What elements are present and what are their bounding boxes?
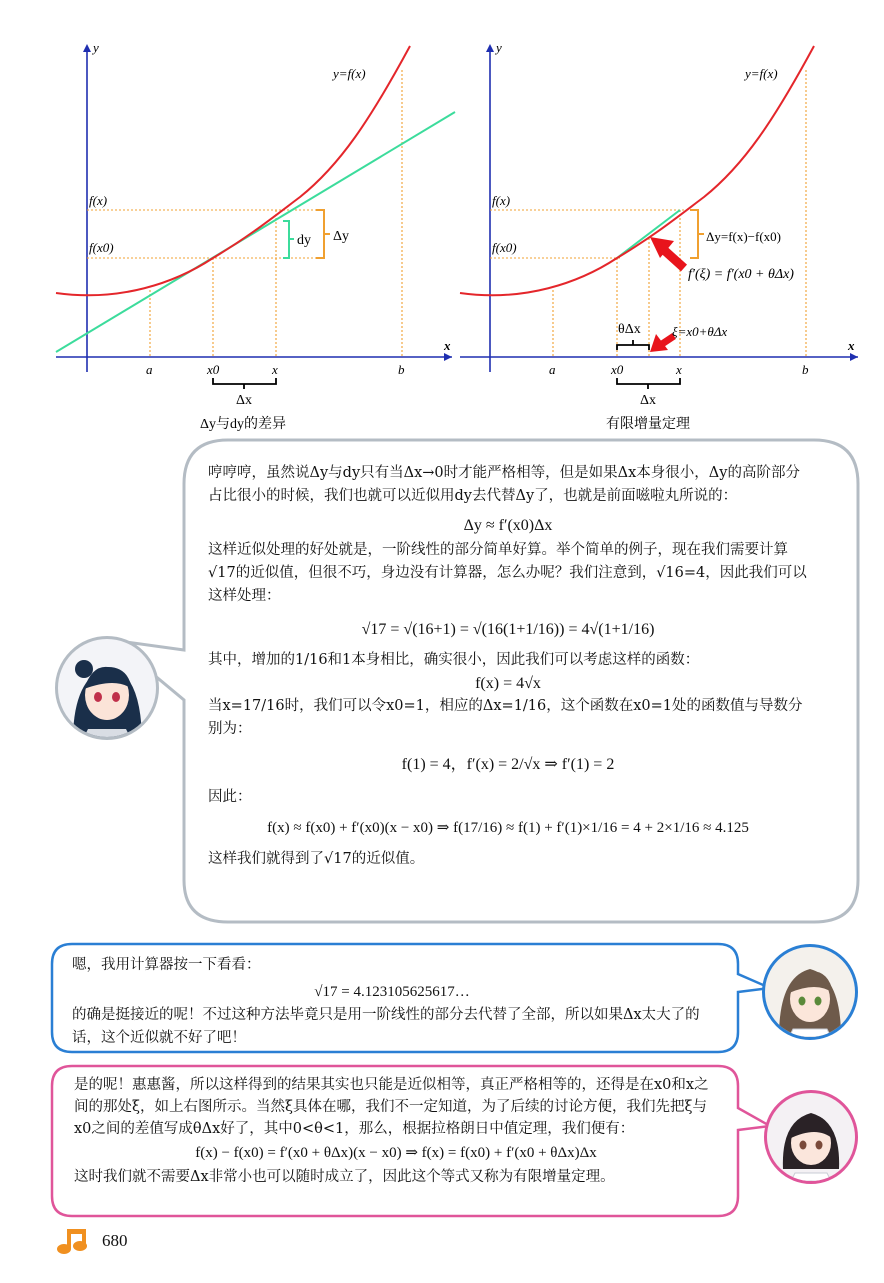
page-number: 680	[102, 1231, 128, 1250]
label-dy: dy	[297, 233, 311, 248]
tick-x: x	[272, 362, 278, 377]
bubble3-equation: f(x) − f(x0) = f′(x0 + θΔx)(x − x0) ⇒ f(x) = f(x0) + f′(x0 + θΔx)Δx	[195, 1145, 597, 1161]
tick-x0: x0	[207, 362, 220, 377]
tick-a: a	[549, 362, 556, 377]
caption-left: Δy与dy的差异	[200, 417, 287, 432]
label-curve: y=f(x)	[333, 66, 366, 81]
bubble2-paragraph: 嗯，我用计算器按一下看看：	[72, 957, 261, 973]
bubble2-paragraph: 的确是挺接近的呢！不过这种方法毕竟只是用一阶线性的部分去代替了全部，所以如果Δx太大了的话，这个近似就不好了吧！	[72, 1007, 700, 1046]
right-graph	[440, 0, 884, 440]
label-Dx: Δx	[640, 393, 657, 408]
theta-brace	[617, 340, 649, 350]
bubble3-paragraph: 这时我们就不需要Δx非常小也可以随时成立了，因此这个等式又称为有限增量定理。	[74, 1169, 615, 1185]
bubble-blue-content	[72, 954, 712, 1050]
Dx-brace	[213, 378, 276, 389]
axis-x-label: x	[848, 338, 855, 353]
tick-a: a	[146, 362, 153, 377]
label-theta: θΔx	[618, 322, 641, 337]
bubble2-equation: √17 = 4.123105625617…	[314, 984, 470, 1000]
tick-x: x	[676, 362, 682, 377]
bubble1-equation: √17 = √(16+1) = √(16(1+1/16)) = 4√(1+1/16)	[361, 621, 655, 638]
bubble1-equation: f(x) ≈ f(x0) + f′(x0)(x − x0) ⇒ f(17/16) ≈ f(1) + f′(1)×1/16 = 4 + 2×1/16 ≈ 4.125	[267, 820, 749, 836]
avatar-blue	[762, 944, 858, 1040]
tick-x0: x0	[611, 362, 624, 377]
character-icon	[765, 947, 855, 1037]
bubble1-paragraph: 这样我们就得到了√17的近似值。	[208, 851, 425, 867]
caption-right: 有限增量定理	[606, 417, 690, 432]
label-fx0: f(x0)	[89, 240, 114, 255]
bubble1-paragraph: 这样近似处理的好处就是，一阶线性的部分简单好算。举个简单的例子，现在我们需要计算√17的近似值，但很不巧，身边没有计算器，怎么办呢？我们注意到，√16=4，因此我们可以这样处理：	[208, 542, 807, 604]
left-graph	[0, 0, 460, 440]
bubble1-paragraph: 其中，增加的1/16和1本身相比，确实很小，因此我们可以考虑这样的函数：	[208, 652, 700, 668]
tick-b: b	[398, 362, 405, 377]
dy-bracket	[283, 221, 289, 258]
bubble3-paragraph: 是的呢！惠惠酱，所以这样得到的结果其实也只能是近似相等，真正严格相等的，还得是在x0和x之间的那处ξ，如上右图所示。当然ξ具体在哪，我们不一定知道，为了后续的讨论方便，我们先把ξ与x0之间的差值写成θΔx好了，其中0<θ<1，那么，根据拉格朗日中值定理，我们便有：	[74, 1077, 709, 1137]
bubble1-equation: Δy ≈ f′(x0)Δx	[463, 517, 553, 534]
arrow-icon	[650, 237, 684, 268]
bubble1-equation: f(x) = 4√x	[475, 675, 541, 692]
bubble1-paragraph: 哼哼哼，虽然说Δy与dy只有当Δx→0时才能严格相等，但是如果Δx本身很小，Δy的高阶部分占比很小的时候，我们也就可以近似用dy去代替Δy了，也就是前面嗞啦丸所说的：	[208, 465, 800, 504]
guide-lines	[490, 70, 806, 357]
axis-y-label: y	[496, 40, 502, 55]
label-curve: y=f(x)	[745, 66, 778, 81]
music-note-icon	[56, 1226, 90, 1256]
Dy-bracket	[690, 210, 698, 258]
bubble-pink-content	[74, 1074, 718, 1188]
Dx-brace	[617, 378, 680, 389]
label-mvt: f′(ξ) = f′(x0 + θΔx)	[688, 267, 794, 282]
arrow-icon	[650, 334, 674, 352]
axis-x-label: x	[444, 338, 451, 353]
curve-fx	[460, 46, 814, 295]
character-icon	[58, 639, 156, 737]
label-Dy: Δy	[333, 229, 350, 244]
label-Dy-eq: Δy=f(x)−f(x0)	[706, 229, 781, 244]
tangent-line	[56, 112, 455, 352]
y-axis-arrow	[83, 44, 91, 52]
label-Dx: Δx	[236, 393, 253, 408]
bubble1-paragraph: 当x=17/16时，我们可以令x0=1，相应的Δx=1/16，这个函数在x0=1处的函数值与导数分别为：	[208, 698, 803, 737]
bubble1-equation: f(1) = 4，f′(x) = 2/√x ⇒ f′(1) = 2	[401, 756, 615, 773]
Dy-bracket	[316, 210, 324, 258]
bubble-gray-content	[208, 462, 808, 871]
avatar-pink	[764, 1090, 858, 1184]
label-fx: f(x)	[492, 193, 511, 208]
tick-b: b	[802, 362, 809, 377]
character-icon	[767, 1093, 855, 1181]
label-xi: ξ=x0+θΔx	[672, 324, 728, 339]
label-fx0: f(x0)	[492, 240, 517, 255]
label-fx: f(x)	[89, 193, 108, 208]
avatar-gray	[55, 636, 159, 740]
guide-lines	[87, 70, 402, 357]
bubble1-paragraph: 因此：	[208, 789, 252, 805]
axis-y-label: y	[93, 40, 99, 55]
